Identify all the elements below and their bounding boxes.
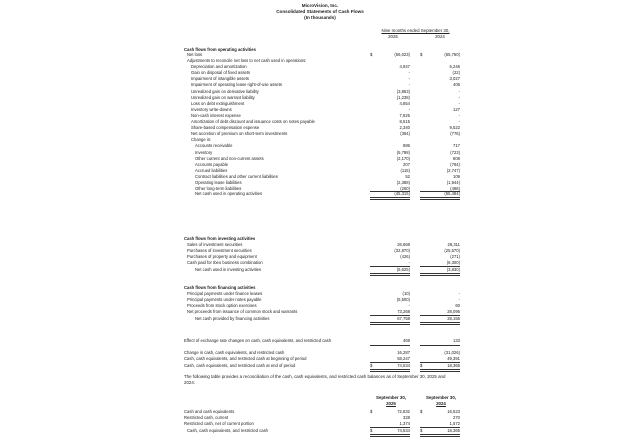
value-2024: (488) [450, 186, 460, 192]
table-row [184, 131, 460, 137]
value-2025: 207 [403, 161, 410, 167]
double-underline [420, 197, 460, 200]
value-2024: 808 [453, 155, 460, 161]
value-2025: - [408, 303, 410, 309]
row-label: Gain on disposal of fixed assets [191, 70, 251, 76]
value-2024: (31,026) [444, 350, 460, 355]
double-underline [370, 369, 410, 372]
dollar-sign: $ [420, 52, 423, 57]
row-label: Net cash used in operating activities [195, 191, 263, 196]
row-label: Depreciation and amortization [191, 64, 247, 70]
double-underline [420, 322, 460, 325]
table-row [184, 150, 460, 156]
value-2025: 26,668 [397, 242, 410, 247]
dollar-sign: $ [420, 363, 423, 368]
value-2025: 67,758 [397, 316, 410, 321]
table-row [184, 303, 460, 309]
dollar-sign: $ [370, 363, 373, 368]
row-label: Net cash provided by financing activities [195, 316, 270, 321]
value-2024: - [458, 291, 460, 296]
value-2024: 60 [455, 303, 460, 309]
subtotal-row [184, 191, 460, 197]
value-2025: - [408, 70, 410, 76]
value-2024: 406 [453, 82, 460, 88]
dollar-sign: $ [420, 428, 423, 433]
value-2025: (426) [400, 254, 410, 260]
double-underline [370, 322, 410, 325]
value-2024: - [458, 112, 460, 118]
value-2024: 109 [453, 173, 460, 179]
table-row [184, 137, 460, 143]
value-2024: 3,027 [449, 76, 460, 82]
double-underline [370, 273, 410, 276]
value-2024: (2,747) [446, 167, 460, 173]
statement-title: Consolidated Statements of Cash Flows [276, 9, 364, 14]
row-label: Impairment of intangible assets [191, 76, 249, 82]
row-label: Principal payments under notes payable [187, 297, 262, 303]
row-label: Cash flows from operating activities [184, 47, 256, 52]
row-label: Inventory write-downs [191, 106, 232, 112]
table-row [184, 309, 460, 315]
row-label: Non-cash interest expense [191, 112, 241, 118]
value-2024: 9,522 [449, 125, 460, 131]
value-2025: - [408, 82, 410, 88]
row-label: Loss on debt extinguishment [191, 100, 245, 106]
table-row [184, 64, 460, 70]
value-2024: 18,365 [447, 363, 460, 368]
table-row [184, 168, 460, 174]
table-row [184, 107, 460, 113]
row-label: Cash flows from investing activities [184, 236, 256, 241]
table-row [184, 82, 460, 88]
row-label: Accounts payable [195, 161, 229, 167]
dollar-sign: $ [370, 409, 373, 414]
row-label: Cash and cash equivalents [184, 409, 235, 414]
table-row [184, 156, 460, 162]
row-label: Cash, cash equivalents, and restricted cash at beginning of period [184, 356, 307, 361]
reconciliation-col-header: 2025 [386, 401, 396, 406]
row-label: Proceeds from stock option exercises [187, 303, 257, 309]
value-2025: - [408, 76, 410, 82]
value-2024: (1,944) [446, 180, 460, 185]
year-2025-header: 2025 [388, 34, 398, 39]
value-2025: 72,832 [397, 409, 410, 414]
value-2025: (45,315) [394, 191, 410, 196]
row-label: Cash, cash equivalents, and restricted cash [187, 428, 269, 433]
value-2024: (6,300) [446, 260, 460, 266]
value-2025: 4,947 [399, 64, 410, 70]
table-row [184, 174, 460, 180]
underline [420, 345, 460, 346]
value-2025: 74,534 [397, 363, 410, 368]
double-underline [420, 369, 460, 372]
year-2024-header: 2024 [435, 34, 445, 39]
value-2024: (271) [450, 254, 460, 260]
row-label: Principal payments under finance leases [187, 291, 263, 296]
subtotal-row [184, 267, 460, 273]
row-label: Restricted cash, current [184, 415, 229, 420]
reconciliation-col-header: September 30, [375, 395, 407, 400]
table-row [184, 89, 460, 95]
table-row [184, 297, 460, 303]
value-2024: 28,311 [447, 242, 460, 247]
row-label: Net accretion of premium on short-term investments [191, 131, 288, 137]
value-2024: (55,484) [444, 191, 460, 196]
table-row [184, 363, 460, 369]
value-2024: - [458, 88, 460, 94]
value-2024: (65,760) [444, 52, 460, 57]
value-2024: 16,523 [447, 409, 460, 414]
row-label: Cash flows from financing activities [184, 285, 256, 290]
table-row [184, 254, 460, 260]
period-header: Nine months ended September 30, [381, 28, 450, 33]
reconciliation-col-header: September 30, [425, 395, 457, 400]
value-2025: (5,798) [396, 149, 410, 155]
table-row [184, 70, 460, 76]
table-row [184, 76, 460, 82]
table-row [184, 421, 460, 427]
table-row [184, 143, 460, 149]
row-label: Operating lease liabilities [195, 180, 242, 185]
row-label: Effect of exchange rate changes on cash, cash equivalents, and restricted cash [184, 338, 332, 343]
row-label: Cash paid for Ibeo business combination [187, 260, 263, 266]
row-label: Other long-term liabilities [195, 186, 242, 192]
value-2025: 8,515 [399, 119, 410, 124]
value-2024: (22) [452, 70, 460, 76]
value-2024: 133 [453, 338, 460, 343]
row-label: Other current and non-current assets [195, 155, 264, 161]
table-row [184, 356, 460, 362]
table-row [184, 101, 460, 107]
value-2024: 717 [453, 143, 460, 149]
row-label: Restricted cash, net of current portion [184, 421, 254, 426]
row-label: Net proceeds from issuance of common stock and warrants [187, 309, 298, 315]
value-2024: - [458, 297, 460, 303]
table-row [184, 180, 460, 186]
units-note: (In thousands) [304, 15, 336, 20]
row-label: Impairment of operating lease right-of-use assets [191, 82, 283, 88]
value-2024: (784) [450, 161, 460, 167]
value-2025: 328 [403, 415, 410, 420]
value-2025 [370, 58, 410, 64]
value-2025: (6,625) [396, 267, 410, 272]
double-underline [420, 434, 460, 437]
table-row [184, 58, 460, 64]
value-2024 [420, 137, 460, 143]
company-name: MicroVision, Inc. [301, 3, 339, 8]
row-label: Purchases of property and equipment [187, 254, 257, 260]
row-label: Accounts receivable [195, 143, 233, 149]
reconciliation-total-row [184, 428, 460, 434]
row-label: Adjustments to reconcile net loss to net cash used in operations: [187, 58, 307, 63]
value-2025: (32,870) [394, 248, 410, 254]
subtotal-row [184, 316, 460, 322]
value-2024: - [458, 119, 460, 124]
table-row [184, 119, 460, 125]
value-2024: (776) [450, 131, 460, 137]
value-2024: 18,365 [447, 428, 460, 433]
value-2024: 270 [453, 415, 460, 420]
row-label: Cash, cash equivalents, and restricted cash at end of period [184, 363, 296, 368]
row-label: Purchases of investment securities [187, 248, 252, 254]
value-2025: 16,287 [397, 350, 410, 355]
table-row [184, 125, 460, 131]
table-row [184, 242, 460, 248]
value-2025: - [408, 260, 410, 266]
dollar-sign: $ [370, 428, 373, 433]
value-2025: (384) [400, 131, 410, 137]
value-2025: (260) [400, 186, 410, 192]
value-2025: (115) [400, 167, 410, 173]
value-2025: 886 [403, 143, 410, 149]
value-2024: 5,246 [449, 64, 460, 70]
value-2024: 49,391 [447, 356, 460, 361]
row-label: Share-based compensation expense [191, 125, 260, 131]
value-2025: (10) [402, 291, 410, 296]
dollar-sign: $ [370, 52, 373, 57]
value-2025: 4,854 [399, 100, 410, 106]
table-row [184, 291, 460, 297]
row-label: Net loss [187, 52, 203, 57]
value-2024: - [458, 94, 460, 100]
row-label: Inventory [195, 149, 213, 155]
value-2025: 2,340 [399, 125, 410, 131]
value-2025: 73,268 [397, 309, 410, 315]
value-2025: 52 [405, 173, 410, 179]
value-2024: 127 [453, 106, 460, 112]
row-label: Contract liabilities and other current liabilities [195, 173, 278, 179]
value-2024: (723) [450, 149, 460, 155]
row-label: Change in cash, cash equivalents, and restricted cash [184, 350, 285, 355]
table-row [184, 95, 460, 101]
double-underline [370, 434, 410, 437]
row-label: Unrealized gain on derivative liability [191, 88, 259, 94]
value-2024: (25,570) [444, 248, 460, 254]
dollar-sign: $ [420, 409, 423, 414]
row-label: Net cash used in investing activities [195, 267, 262, 272]
table-row [184, 248, 460, 254]
table-row [184, 260, 460, 266]
value-2025: 74,534 [397, 428, 410, 433]
double-underline [370, 197, 410, 200]
row-label: Sales of investment securities [187, 242, 243, 247]
value-2025: (1,238) [396, 94, 410, 100]
value-2024: (3,830) [446, 267, 460, 272]
value-2024 [420, 58, 460, 64]
reconciliation-intro: The following table provides a reconciliation of the cash, cash equivalents, and restricted cash balances as of September 30, 2025 and 2024: [184, 374, 446, 385]
value-2025: (3,853) [396, 88, 410, 94]
value-2025: (2,170) [396, 155, 410, 161]
row-label: Accrued liabilities [195, 167, 228, 173]
table-row [184, 113, 460, 119]
value-2025 [370, 137, 410, 143]
value-2025: (5,500) [396, 297, 410, 303]
value-2024: 1,572 [449, 421, 460, 426]
value-2024: 28,155 [447, 316, 460, 321]
value-2025: 1,374 [399, 421, 410, 426]
underline [370, 345, 410, 346]
value-2025: - [408, 106, 410, 112]
value-2024: - [458, 100, 460, 106]
reconciliation-col-header: 2024 [436, 401, 446, 406]
value-2024: 28,095 [447, 309, 460, 315]
value-2025: 58,247 [397, 356, 410, 361]
row-label: Amortization of debt discount and issuance costs on notes payable [191, 119, 315, 124]
value-2025: (2,388) [396, 180, 410, 185]
table-row [184, 162, 460, 168]
value-2025: 469 [403, 338, 410, 343]
value-2025: (56,023) [394, 52, 410, 57]
fx-row [184, 338, 460, 344]
double-underline [420, 273, 460, 276]
row-label: Change in: [191, 137, 212, 143]
value-2025: 7,825 [399, 112, 410, 118]
row-label: Unrealized gain on warrant liability [191, 94, 255, 100]
